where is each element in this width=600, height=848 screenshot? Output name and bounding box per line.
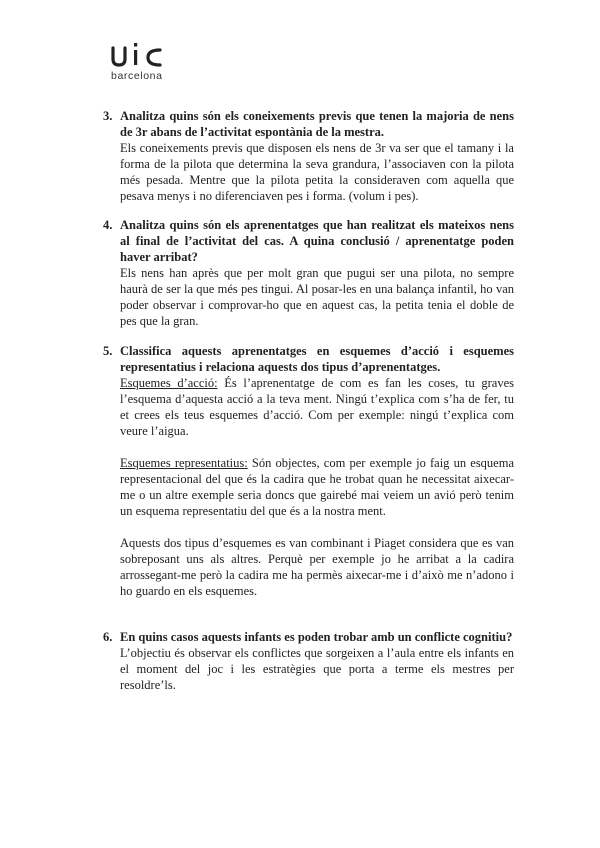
uic-logo-mark <box>110 42 172 68</box>
answer-text: Els nens han après que per molt gran que pugui ser una pilota, no sempre haurà de ser la que més pes tingui. Al posar-les en una balança infantil, ho van poder observar i comprovar-ho que en aquest cas, la petita tenia el doble de pes que la gran. <box>120 266 514 328</box>
logo-subtitle: barcelona <box>111 70 163 82</box>
answer-text: Aquests dos tipus d’esquemes es van combinant i Piaget considera que es van sobreposant uns als altres. Perquè per exemple jo he arribat a la cadira arrossegant-me però la cadira me ha permès aixecar-me i d’això me n’adono i ho guardo en els esquemes. <box>120 536 514 598</box>
question-4 <box>100 217 514 329</box>
answer-text: L’objectiu és observar els conflictes que sorgeixen a l’aula entre els infants en el moment del joc i les estratègies que porta a terme els mestres per resoldre’ls. <box>120 646 514 692</box>
term-action-schemes: Esquemes d’acció: <box>120 376 218 390</box>
question-3 <box>100 108 514 204</box>
question-title: En quins casos aquests infants es poden trobar amb un conflicte cognitiu? <box>120 630 513 644</box>
question-number: 6. <box>103 630 113 644</box>
question-number: 4. <box>103 218 113 232</box>
answer-text: Són objectes, com per exemple jo faig un esquema representacional del que és la cadira que he trobat quan he necessitat aixecar-me o un altre exemple seria doncs que gairebé mai veiem un avió però tenim un esquema representatiu del que és a la nostra ment. <box>120 456 514 518</box>
question-title: Analitza quins són els coneixements previs que tenen la majoria de nens de 3r abans de l’activitat espontània de la mestra. <box>120 109 514 139</box>
question-6 <box>100 629 514 693</box>
question-title: Classifica aquests aprenentatges en esquemes d’acció i esquemes representatius i relaciona aquests dos tipus d’aprenentatges. <box>120 344 514 374</box>
question-title: Analitza quins són els aprenentatges que han realitzat els mateixos nens al final de l’activitat del cas. A quina conclusió / aprenentatge poden haver arribat? <box>120 218 514 264</box>
term-representative-schemes: Esquemes representatius: <box>120 456 248 470</box>
answer-paragraph <box>120 375 514 439</box>
question-5 <box>100 343 514 599</box>
uic-logo <box>110 42 180 86</box>
answer-text: És l’aprenentatge de com es fan les coses, tu graves l’esquema d’aquesta acció a la teva ment. Ningú t’explica com s’ha de fer, tu et crees els teus esquemes d’acció. Com per exemple: ningú t’explica com veure l’aigua. <box>120 376 515 438</box>
answer-text: Els coneixements previs que disposen els nens de 3r va ser que el tamany i la forma de la pilota que determina la seva grandura, l’associaven con la pilota més pesada. Mentre que la pilota petita la consideraven com aquella que pesava menys i no diferenciaven pes i forma. (volum i pes). <box>120 141 514 203</box>
document-content <box>100 108 514 693</box>
answer-paragraph <box>120 455 514 519</box>
question-number: 5. <box>103 344 113 358</box>
question-number: 3. <box>103 109 113 123</box>
